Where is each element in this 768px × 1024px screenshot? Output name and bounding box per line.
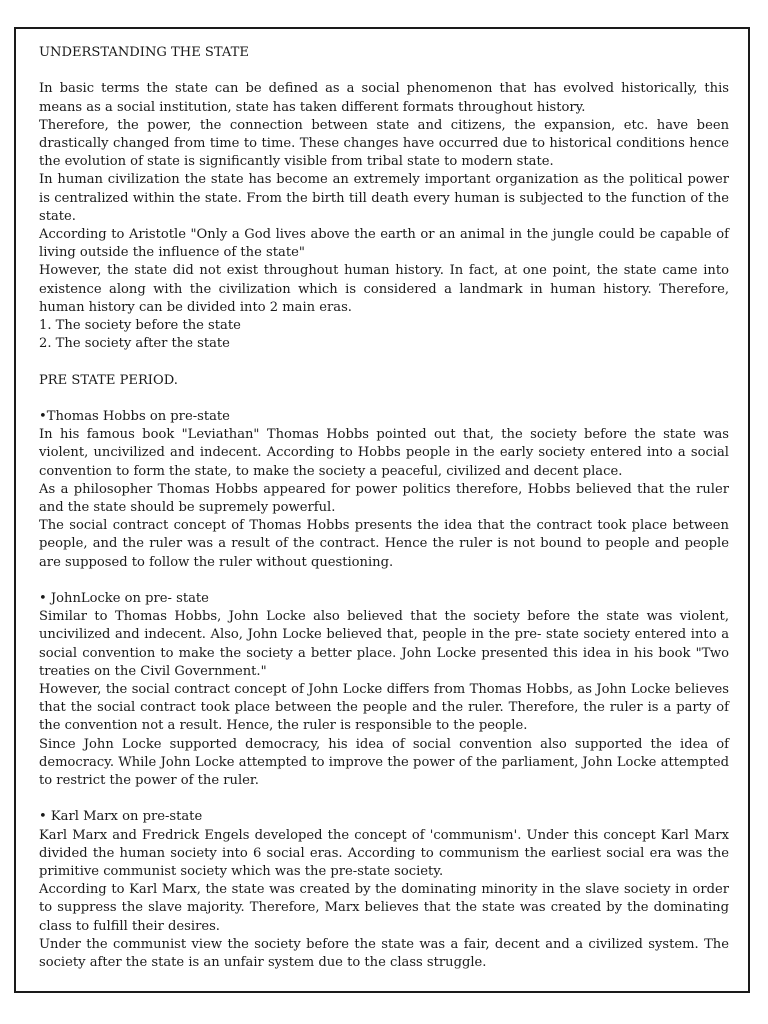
- document-title: UNDERSTANDING THE STATE: [39, 45, 249, 60]
- subheading-marx: • Karl Marx on pre-state: [39, 809, 203, 825]
- subheading-hobbs: •Thomas Hobbs on pre-state: [39, 409, 230, 425]
- era-list-item: 1. The society before the state: [39, 318, 241, 334]
- spacer: [39, 62, 729, 80]
- spacer: [39, 572, 729, 590]
- hobbs-paragraph: As a philosopher Thomas Hobbs appeared for power politics therefore, Hobbs believed that the ruler and the state should be supremely powerful.: [39, 481, 729, 516]
- subheading-locke: • JohnLocke on pre- state: [39, 591, 209, 607]
- spacer: [39, 790, 729, 808]
- spacer: [39, 353, 729, 371]
- marx-paragraph: Karl Marx and Fredrick Engels developed the concept of 'communism'. Under this concept Karl Marx divided the human society into 6 social eras. According to communism the earliest social era was the primitive communist society which was the pre-state society.: [39, 827, 729, 880]
- spacer: [39, 390, 729, 408]
- intro-paragraph: In basic terms the state can be defined as a social phenomenon that has evolved historically, this means as a social institution, state has taken different formats throughout history.: [39, 81, 729, 115]
- locke-paragraph: Since John Locke supported democracy, his idea of social convention also supported the idea of democracy. While John Locke attempted to improve the power of the parliament, John Locke attempted to restrict the power of the ruler.: [39, 736, 729, 789]
- locke-paragraph: However, the social contract concept of John Locke differs from Thomas Hobbs, as John Locke believes that the social contract took place between the people and the ruler. Therefore, the ruler is a party of the convention not a result. Hence, the ruler is responsible to the people.: [39, 682, 729, 734]
- aristotle-quote-paragraph: According to Aristotle "Only a God lives above the earth or an animal in the jungle could be capable of living outside the influence of the state": [39, 227, 729, 261]
- locke-paragraph: Similar to Thomas Hobbs, John Locke also believed that the society before the state was violent, uncivilized and indecent. Also, John Locke believed that, people in the pre- state society entered into a social convention to make the society a better place. John Locke presented this idea in his book "Two treaties on the Civil Government.": [39, 609, 729, 679]
- marx-paragraph: According to Karl Marx, the state was created by the dominating minority in the slave society in order to suppress the slave majority. Therefore, Marx believes that the state was created by the dominating class to fulfill their desires.: [39, 882, 729, 934]
- era-list-item: 2. The society after the state: [39, 336, 230, 352]
- section-heading-pre-state: PRE STATE PERIOD.: [39, 372, 178, 388]
- document-body: [39, 44, 729, 972]
- intro-paragraph: In human civilization the state has become an extremely important organization as the political power is centralized within the state. From the birth till death every human is subjected to the function of the state.: [39, 172, 729, 224]
- intro-paragraph: Therefore, the power, the connection between state and citizens, the expansion, etc. have been drastically changed from time to time. These changes have occurred due to historical conditions hence the evolution of state is significantly visible from tribal state to modern state.: [39, 117, 729, 170]
- intro-paragraph: However, the state did not exist throughout human history. In fact, at one point, the state came into existence along with the civilization which is considered a landmark in human history. Therefore, human history can be divided into 2 main eras.: [39, 263, 729, 315]
- hobbs-paragraph: In his famous book "Leviathan" Thomas Hobbs pointed out that, the society before the state was violent, uncivilized and indecent. According to Hobbs people in the early society entered into a social convention to form the state, to make the society a peaceful, civilized and decent place.: [39, 427, 729, 479]
- marx-paragraph: Under the communist view the society before the state was a fair, decent and a civilized system. The society after the state is an unfair system due to the class struggle.: [39, 936, 729, 971]
- hobbs-paragraph: The social contract concept of Thomas Hobbs presents the idea that the contract took place between people, and the ruler was a result of the contract. Hence the ruler is not bound to people and people are supposed to follow the ruler without questioning.: [39, 518, 729, 570]
